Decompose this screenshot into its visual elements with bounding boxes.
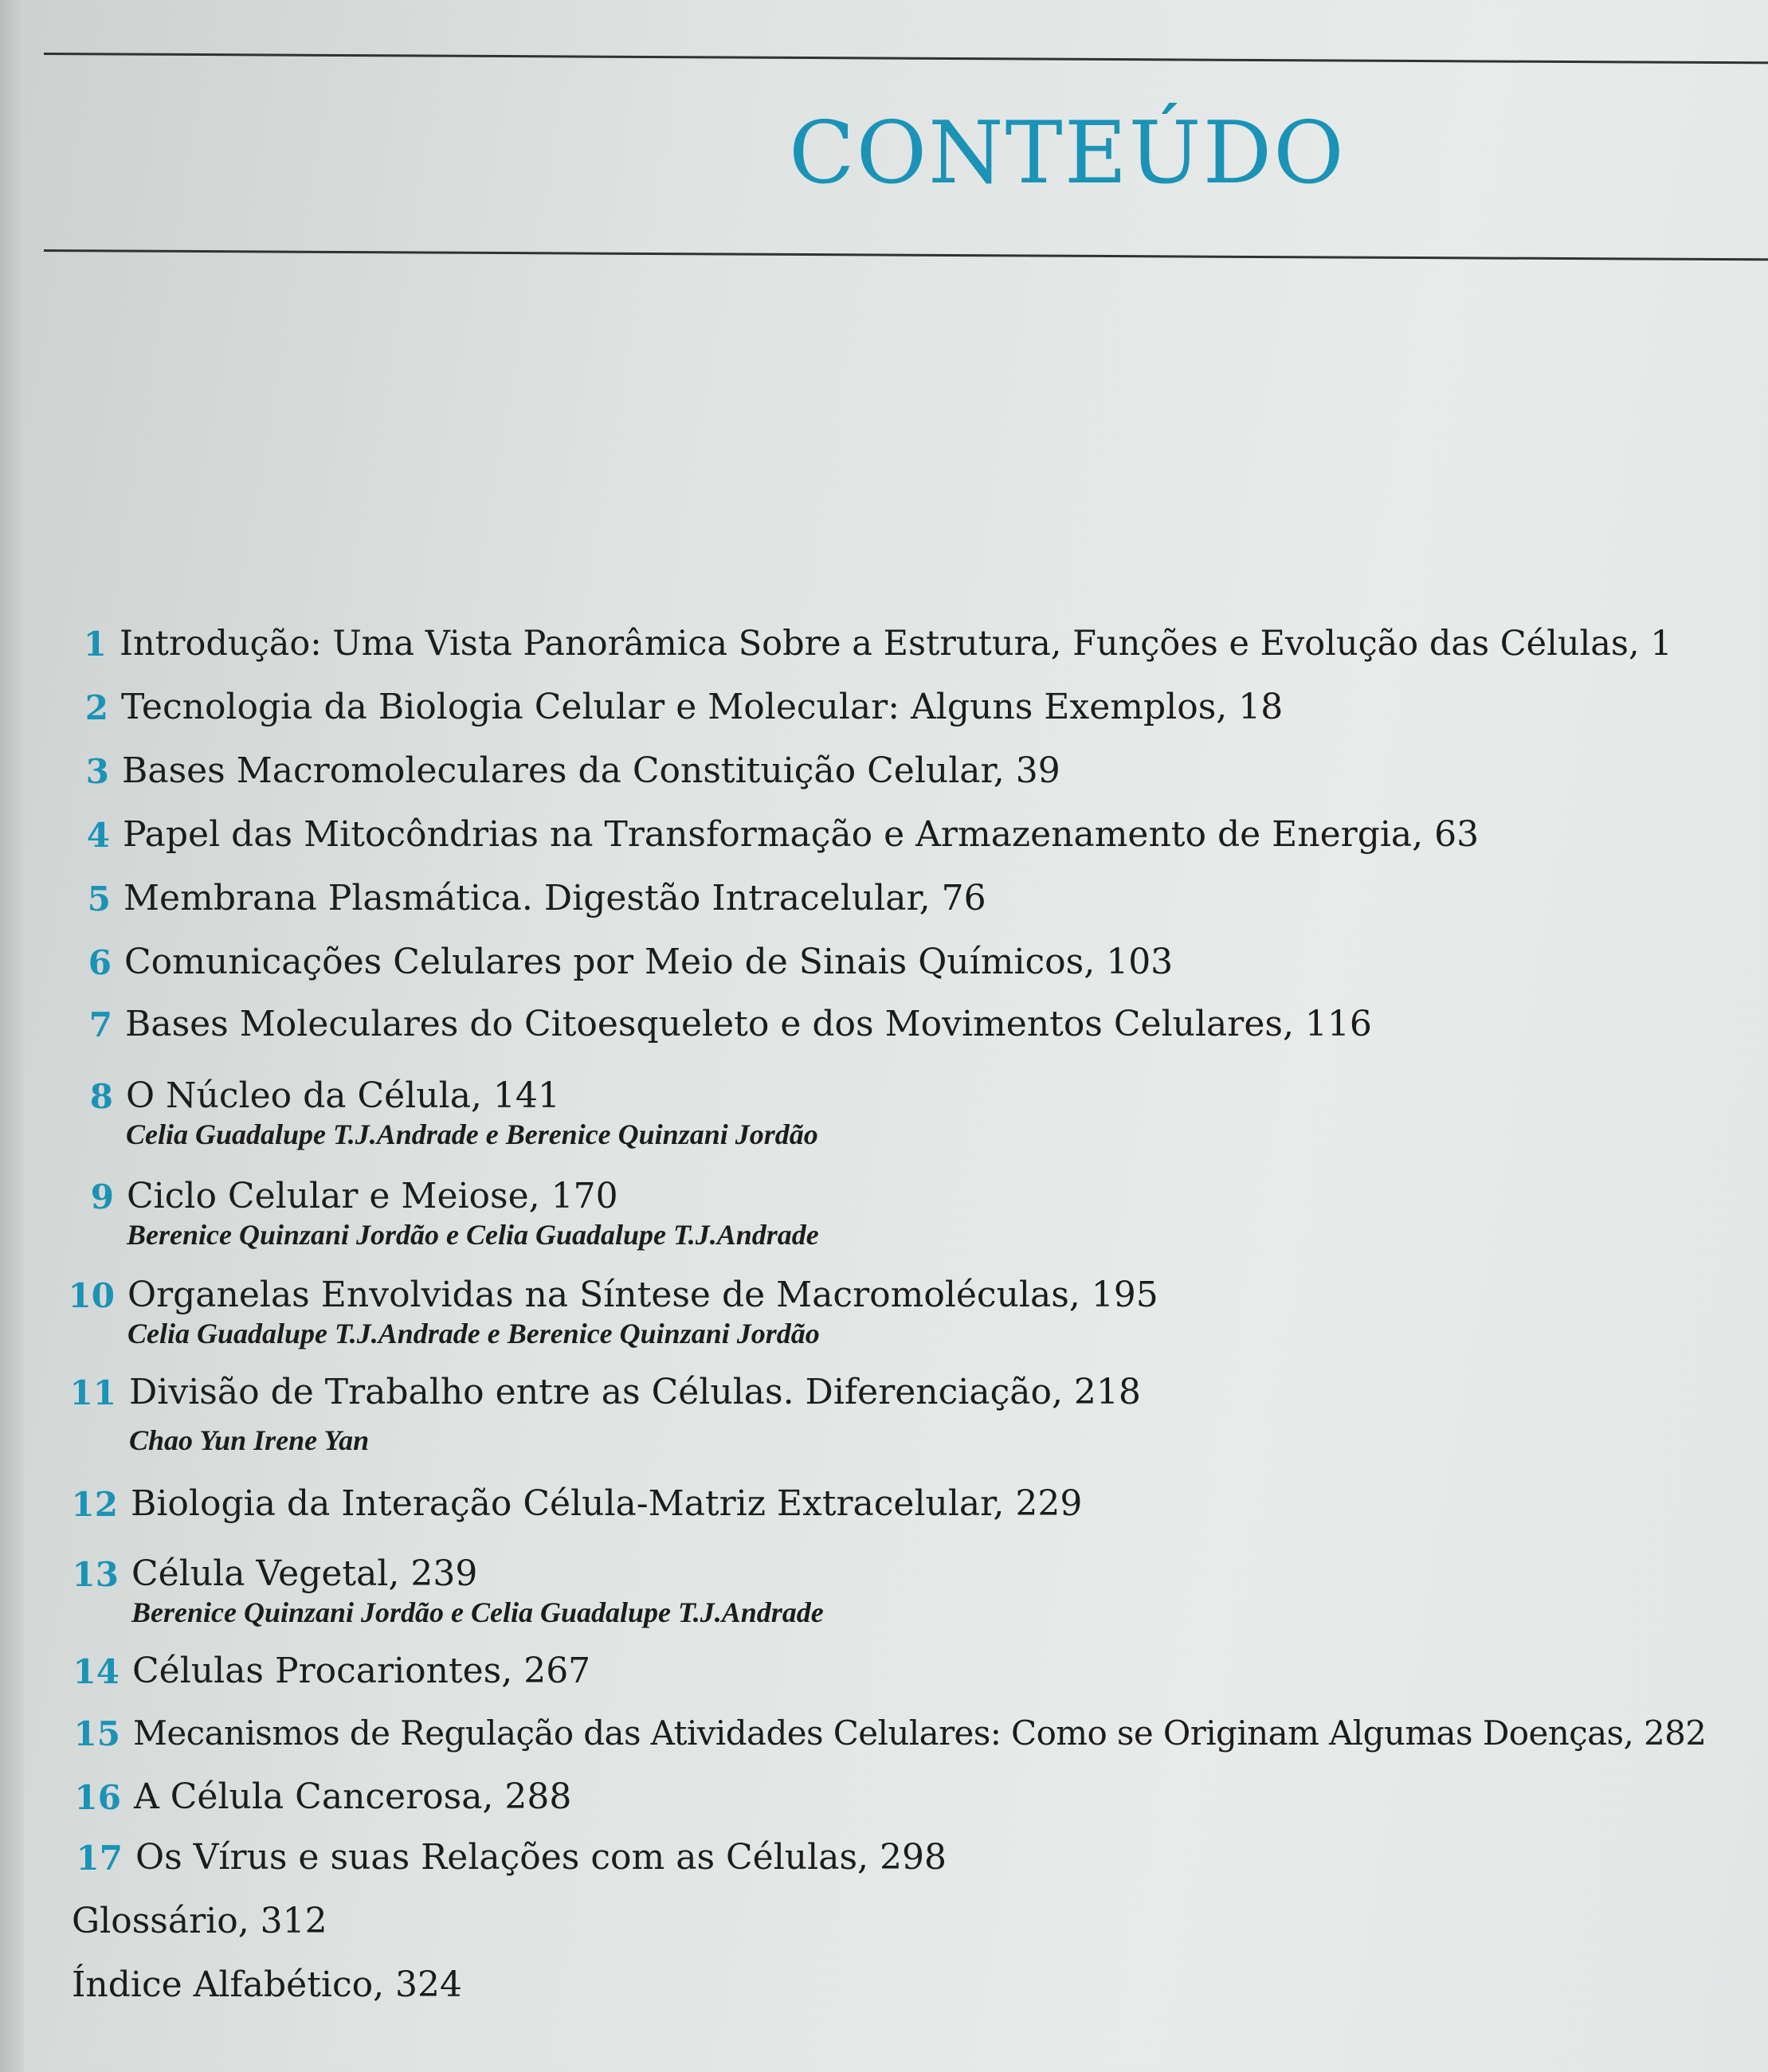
chapter-number: 4 (86, 816, 110, 855)
chapter-title: Tecnologia da Biologia Celular e Molecular: Alguns Exemplos, 18 (121, 687, 1284, 727)
chapter-number: 2 (84, 688, 108, 727)
toc-entry-7[interactable] (88, 1004, 1372, 1045)
chapter-number: 9 (90, 1177, 114, 1216)
chapter-title: Células Procariontes, 267 (132, 1651, 591, 1691)
chapter-title: Comunicações Celulares por Meio de Sinais Químicos, 103 (124, 942, 1174, 982)
toc-entry-17[interactable] (76, 1837, 947, 1878)
chapter-authors: Berenice Quinzani Jordão e Celia Guadalupe T.J.Andrade (131, 1596, 824, 1628)
chapter-number: 6 (88, 943, 112, 982)
chapter-authors: Celia Guadalupe T.J.Andrade e Berenice Quinzani Jordão (127, 1318, 820, 1349)
chapter-number: 7 (88, 1005, 112, 1044)
toc-entry-4[interactable] (86, 814, 1480, 856)
chapter-number: 12 (71, 1485, 118, 1524)
chapter-authors: Berenice Quinzani Jordão e Celia Guadalupe T.J.Andrade (127, 1219, 819, 1251)
toc-entry-glossary[interactable]: Glossário, 312 (72, 1901, 327, 1941)
page-title: CONTEÚDO (789, 104, 1346, 203)
toc-entry-16[interactable] (74, 1776, 572, 1818)
chapter-title: Ciclo Celular e Meiose, 170 (127, 1176, 618, 1216)
chapter-number: 3 (85, 752, 109, 791)
chapter-number: 8 (89, 1077, 113, 1116)
toc-entry-index[interactable]: Índice Alfabético, 324 (72, 1964, 463, 2005)
chapter-title: Introdução: Uma Vista Panorâmica Sobre a Estrutura, Funções e Evolução das Células, 1 (120, 624, 1672, 664)
toc-entry-5[interactable] (87, 878, 986, 919)
chapter-title: Biologia da Interação Célula-Matriz Extracelular, 229 (131, 1483, 1083, 1524)
toc-entry-3[interactable] (85, 750, 1060, 792)
toc-entry-11[interactable] (69, 1372, 1141, 1458)
chapter-number: 5 (87, 879, 111, 918)
toc-entry-14[interactable] (73, 1651, 591, 1692)
chapter-title: A Célula Cancerosa, 288 (134, 1776, 572, 1817)
toc-entry-8[interactable] (89, 1075, 818, 1152)
chapter-title: Papel das Mitocôndrias na Transformação e Armazenamento de Energia, 63 (123, 814, 1480, 855)
toc-entry-1[interactable] (83, 623, 1672, 664)
chapter-number: 10 (68, 1276, 115, 1315)
chapter-title: Mecanismos de Regulação das Atividades Celulares: Como se Originam Algumas Doenças, 282 (133, 1714, 1707, 1753)
toc-entry-6[interactable] (88, 942, 1174, 983)
chapter-number: 16 (74, 1778, 121, 1817)
toc-entry-13[interactable] (72, 1553, 824, 1630)
chapter-number: 1 (83, 625, 107, 664)
chapter-number: 17 (76, 1839, 123, 1878)
toc-entry-10[interactable] (68, 1275, 1158, 1351)
chapter-title: Bases Macromoleculares da Constituição Celular, 39 (122, 750, 1060, 791)
chapter-title: Bases Moleculares do Citoesqueleto e dos Movimentos Celulares, 116 (125, 1004, 1372, 1044)
chapter-title: Divisão de Trabalho entre as Células. Diferenciação, 218 (129, 1372, 1141, 1412)
chapter-authors: Chao Yun Irene Yan (129, 1424, 370, 1456)
chapter-number: 15 (73, 1714, 120, 1753)
chapter-title: Célula Vegetal, 239 (131, 1553, 478, 1594)
chapter-number: 13 (72, 1555, 119, 1594)
chapter-authors: Celia Guadalupe T.J.Andrade e Berenice Quinzani Jordão (126, 1118, 818, 1150)
chapter-number: 14 (73, 1652, 120, 1691)
chapter-title: Membrana Plasmática. Digestão Intracelular, 76 (123, 878, 986, 918)
toc-entry-2[interactable] (84, 687, 1284, 728)
toc-entry-9[interactable] (90, 1176, 819, 1252)
chapter-title: Os Vírus e suas Relações com as Células, 298 (135, 1837, 947, 1878)
toc-entry-12[interactable] (71, 1483, 1083, 1525)
chapter-title: Organelas Envolvidas na Síntese de Macromoléculas, 195 (127, 1275, 1158, 1315)
chapter-title: O Núcleo da Célula, 141 (126, 1075, 560, 1116)
toc-entry-15[interactable] (73, 1713, 1707, 1754)
chapter-number: 11 (69, 1373, 116, 1412)
